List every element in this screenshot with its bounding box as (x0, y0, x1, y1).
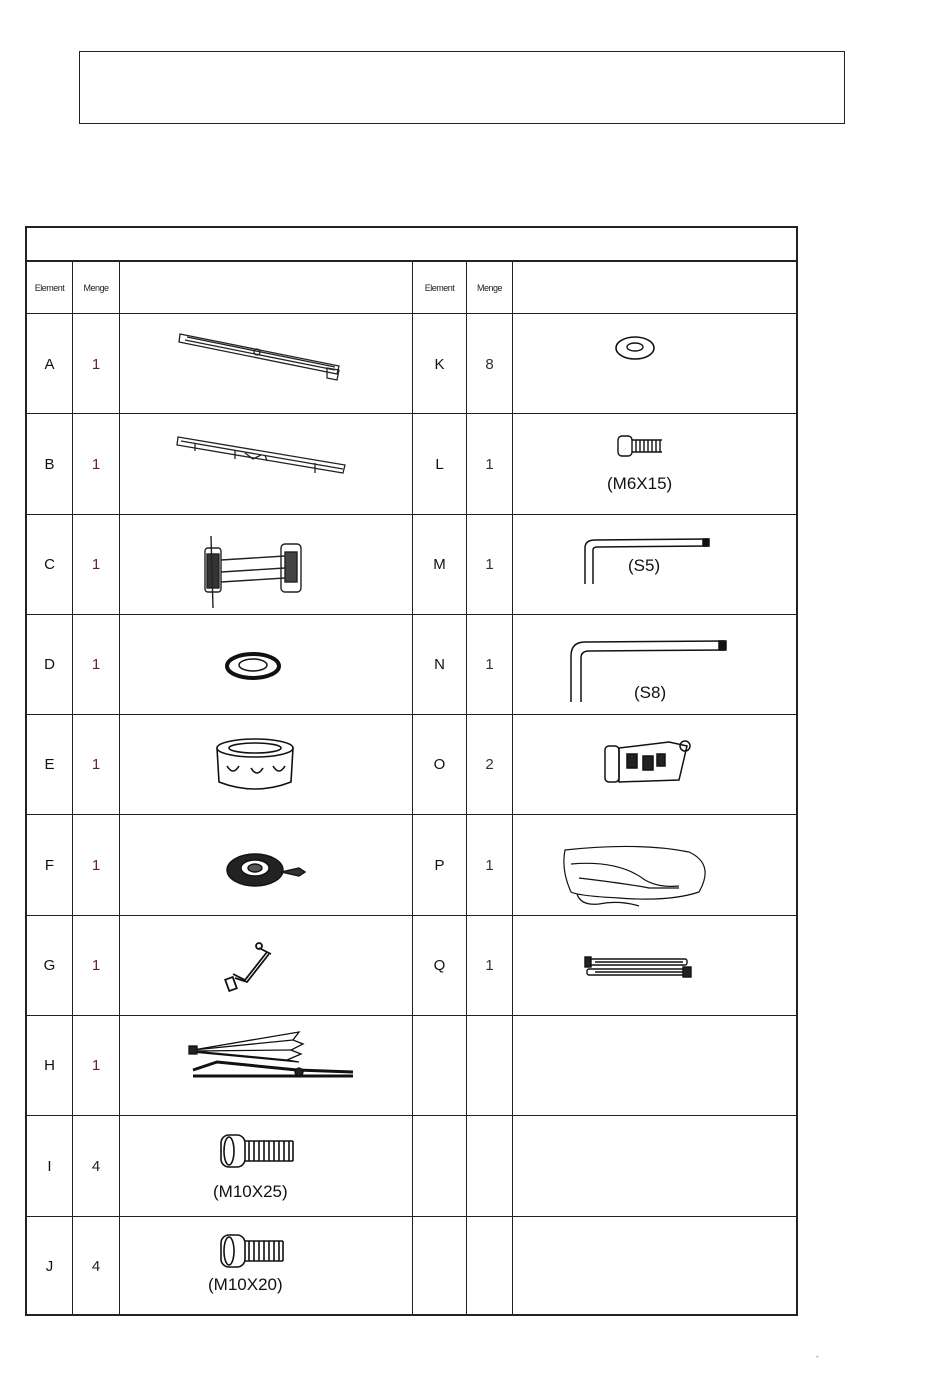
element-letter (413, 1015, 466, 1115)
element-letter: L (435, 455, 444, 473)
grid-line (27, 1015, 796, 1016)
quantity (467, 1116, 512, 1216)
quantity: 1 (485, 956, 494, 974)
quantity: 1 (91, 956, 101, 974)
quantity: 1 (91, 655, 101, 673)
element-letter: A (44, 355, 55, 373)
header-element-right: Element (424, 282, 455, 293)
quantity: 1 (485, 655, 494, 673)
grid-line (27, 814, 796, 815)
page-marker: - (816, 1352, 819, 1361)
quantity: 1 (485, 555, 494, 573)
quantity: 1 (485, 455, 494, 473)
screw-icon (616, 434, 664, 458)
ring-icon (223, 650, 283, 682)
rail-icon (177, 328, 347, 388)
element-letter: C (44, 555, 55, 573)
grid-line (27, 1216, 796, 1217)
quantity: 1 (485, 856, 494, 874)
grid-line (27, 614, 796, 615)
quantity: 4 (91, 1257, 101, 1275)
element-letter: H (44, 1056, 55, 1074)
quantity: 2 (485, 755, 494, 773)
quantity (467, 1216, 512, 1316)
parts-table (25, 226, 798, 1316)
element-letter: O (433, 755, 446, 773)
crank-handle-icon (223, 940, 283, 1000)
size-label: (S5) (628, 556, 661, 575)
cover-bag-icon (559, 840, 709, 910)
title-box (79, 51, 845, 124)
element-letter: J (45, 1257, 54, 1275)
element-letter: E (44, 755, 55, 773)
washer-icon (613, 334, 657, 362)
tilt-hub-icon (221, 846, 311, 892)
quantity: 1 (91, 555, 101, 573)
element-letter (413, 1216, 466, 1316)
grid-line (119, 262, 120, 1314)
table-caption (27, 228, 796, 262)
grid-line (27, 413, 796, 414)
element-letter: N (434, 655, 445, 673)
size-label: (S8) (634, 683, 667, 702)
size-label: (M10X20) (208, 1275, 283, 1294)
element-letter: Q (433, 956, 446, 974)
size-label: (M10X25) (213, 1182, 288, 1201)
grid-line (27, 514, 796, 515)
size-label: (M6X15) (607, 474, 673, 493)
bracket-icon (599, 736, 695, 788)
quantity: 1 (91, 856, 101, 874)
quantity: 1 (91, 1056, 101, 1074)
quantity: 1 (91, 355, 101, 373)
header-quantity-left: Menge (83, 282, 109, 293)
element-letter (413, 1116, 466, 1216)
slotted-rail-icon (175, 431, 350, 486)
bolt-icon (217, 1131, 297, 1171)
grid-line (27, 1115, 796, 1116)
quantity (467, 1015, 512, 1115)
header-element-left: Element (34, 282, 65, 293)
element-letter: P (434, 856, 445, 874)
grid-line (27, 915, 796, 916)
header-quantity-right: Menge (476, 282, 503, 293)
element-letter: I (47, 1157, 52, 1175)
quantity: 1 (91, 455, 101, 473)
element-letter: G (43, 956, 56, 974)
grid-line (27, 313, 796, 314)
base-sleeve-icon (213, 736, 297, 796)
quantity: 8 (485, 355, 494, 373)
element-letter: M (433, 555, 446, 573)
rod-set-icon (583, 953, 693, 983)
quantity: 4 (91, 1157, 101, 1175)
bolt-icon (217, 1231, 287, 1271)
grid-line (27, 714, 796, 715)
element-letter: B (44, 455, 55, 473)
element-letter: K (434, 355, 445, 373)
quantity: 1 (91, 755, 101, 773)
element-letter: F (44, 856, 55, 874)
grid-line (512, 262, 513, 1314)
crank-mechanism-icon (197, 532, 307, 610)
umbrella-frame-icon (187, 1028, 357, 1088)
element-letter: D (44, 655, 55, 673)
